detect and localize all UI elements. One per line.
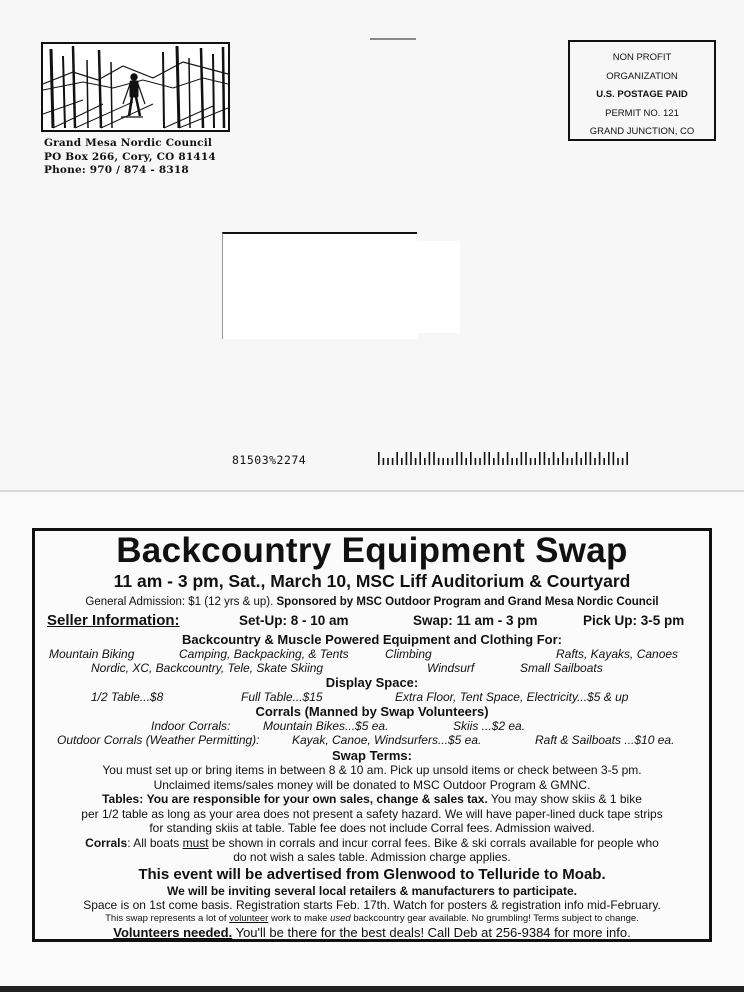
equipment-item: Windsurf xyxy=(427,661,475,675)
corral-price: Skiis ...$2 ea. xyxy=(453,719,526,733)
corral-price: Outdoor Corrals (Weather Permitting): xyxy=(57,733,260,747)
address-label-tab xyxy=(416,241,460,333)
corral-price: Kayak, Canoe, Windsurfers...$5 ea. xyxy=(292,733,482,747)
fold-line xyxy=(0,490,744,492)
sponsor-text: Sponsored by MSC Outdoor Program and Grand Mesa Nordic Council xyxy=(276,596,659,608)
tables-text: You may show skiis & 1 bike xyxy=(487,792,642,806)
seller-info-row xyxy=(35,610,709,631)
barcode-bar xyxy=(447,458,449,465)
barcode-bar xyxy=(608,452,610,465)
barcode-bar xyxy=(498,452,500,465)
zip-code: 81503%2274 xyxy=(232,453,307,467)
corrals-must: must xyxy=(182,835,209,850)
logo xyxy=(41,42,230,132)
equipment-item: Rafts, Kayaks, Canoes xyxy=(556,647,679,661)
org-address: PO Box 266, Cory, CO 81414 xyxy=(44,150,216,163)
tables-text-3: for standing skiis at table. Table fee does not include Corral fees. Admission waived. xyxy=(149,821,595,835)
display-price: 1/2 Table...$8 xyxy=(91,690,164,704)
barcode-bar xyxy=(590,452,592,465)
address-label xyxy=(222,232,417,339)
corrals-heading: Corrals (Manned by Swap Volunteers) xyxy=(255,704,489,719)
corrals-text: : All boats xyxy=(127,835,183,850)
barcode-bar xyxy=(488,452,490,465)
barcode-bar xyxy=(553,452,555,465)
tables-terms xyxy=(35,792,709,807)
terms-heading: Swap Terms: xyxy=(332,748,412,763)
barcode-bar xyxy=(410,452,412,465)
corrals-row-2 xyxy=(35,733,709,748)
barcode-bar xyxy=(419,452,421,465)
barcode-bar xyxy=(562,452,564,465)
equipment-row-1 xyxy=(35,647,709,661)
corrals-terms xyxy=(35,836,709,851)
admission-text: General Admission: $1 (12 yrs & up). xyxy=(85,596,274,608)
barcode-bar xyxy=(521,452,523,465)
barcode-bar xyxy=(567,458,569,465)
return-address xyxy=(44,137,216,178)
seller-heading: Seller Information: xyxy=(47,612,180,629)
barcode-bar xyxy=(548,458,550,465)
volunteers-needed: Volunteers needed. xyxy=(113,924,233,940)
barcode-bar xyxy=(383,458,385,465)
barcode-bar xyxy=(392,458,394,465)
postal-barcode xyxy=(378,452,640,466)
barcode-bar xyxy=(493,458,495,465)
equipment-item: Mountain Biking xyxy=(49,647,135,661)
barcode-bar xyxy=(465,458,467,465)
barcode-bar xyxy=(470,452,472,465)
terms-line: Unclaimed items/sales money will be donated to MSC Outdoor Program & GMNC. xyxy=(153,777,591,792)
barcode-bar xyxy=(452,458,454,465)
indicia-line: U.S. POSTAGE PAID xyxy=(596,89,688,100)
printer-mark xyxy=(370,38,416,40)
equipment-item: Nordic, XC, Backcountry, Tele, Skate Skiing xyxy=(91,661,324,675)
corrals-text: be shown in corrals and incur corral fees. Bike & ski corrals available for people who xyxy=(208,835,659,850)
barcode-bar xyxy=(544,452,546,465)
corral-price: Raft & Sailboats ...$10 ea. xyxy=(535,733,675,747)
barcode-bar xyxy=(401,458,403,465)
small-print-volunteer: volunteer xyxy=(229,912,269,924)
corral-price: Mountain Bikes...$5 ea. xyxy=(263,719,389,733)
barcode-bar xyxy=(502,458,504,465)
barcode-bar xyxy=(516,458,518,465)
corrals-row-1 xyxy=(35,719,709,733)
corral-price: Indoor Corrals: xyxy=(151,719,231,733)
small-print-text: work to make xyxy=(268,912,331,924)
small-print-text: This swap represents a lot of xyxy=(105,912,230,924)
org-phone: Phone: 970 / 874 - 8318 xyxy=(44,164,189,176)
display-row xyxy=(35,690,709,704)
indicia-line: NON PROFIT xyxy=(612,52,672,63)
volunteers-text: You'll be there for the best deals! Call Deb at 256-9384 for more info. xyxy=(232,924,631,940)
tables-bold: You are responsible for your own sales, change & sales tax. xyxy=(146,792,488,806)
barcode-bar xyxy=(461,452,463,465)
small-print-text: backcountry gear available. No grumbling! Terms subject to change. xyxy=(350,912,639,924)
tables-text-2: per 1/2 table as long as your area does not present a safety hazard. We will have paper-lined duck tape strips xyxy=(81,806,663,821)
barcode-bar xyxy=(429,452,431,465)
small-print xyxy=(35,913,709,925)
barcode-bar xyxy=(378,452,380,465)
setup-time: Set-Up: 8 - 10 am xyxy=(239,613,349,628)
small-print-used: used xyxy=(330,912,351,924)
barcode-bar xyxy=(456,452,458,465)
barcode-bar xyxy=(530,458,532,465)
barcode-bar xyxy=(442,458,444,465)
barcode-bar xyxy=(433,452,435,465)
barcode-bar xyxy=(507,452,509,465)
skier-in-aspens-icon xyxy=(43,44,228,130)
equipment-row-2 xyxy=(35,661,709,675)
barcode-bar xyxy=(406,452,408,465)
barcode-bar xyxy=(613,452,615,465)
barcode-bar xyxy=(534,458,536,465)
terms-line: You must set up or bring items in between 8 & 10 am. Pick up unsold items or check between 3-5 pm. xyxy=(102,763,642,777)
flyer-subtitle: 11 am - 3 pm, Sat., March 10, MSC Liff Auditorium & Courtyard xyxy=(113,571,631,591)
display-price: Extra Floor, Tent Space, Electricity...$5 & up xyxy=(395,690,629,704)
volunteers-line xyxy=(35,925,709,940)
indicia-line: GRAND JUNCTION, CO xyxy=(589,126,695,137)
barcode-bar xyxy=(396,452,398,465)
equipment-heading: Backcountry & Muscle Powered Equipment and Clothing For: xyxy=(182,632,562,647)
admission-line xyxy=(35,594,709,610)
barcode-bar xyxy=(424,458,426,465)
barcode-bar xyxy=(387,458,389,465)
display-heading: Display Space: xyxy=(325,675,419,690)
indicia-line: PERMIT NO. 121 xyxy=(605,107,679,119)
equipment-item: Camping, Backpacking, & Tents xyxy=(179,647,349,661)
corrals-label: Corrals xyxy=(85,835,128,850)
swap-time: Swap: 11 am - 3 pm xyxy=(413,613,538,628)
barcode-bar xyxy=(415,458,417,465)
space-line: Space is on 1st come basis. Registration starts Feb. 17th. Watch for posters & registration info mid-February. xyxy=(83,898,661,912)
corrals-text-2: do not wish a sales table. Admission charge applies. xyxy=(233,850,511,864)
display-price: Full Table...$15 xyxy=(241,690,323,704)
equipment-item: Climbing xyxy=(385,647,432,661)
barcode-bar xyxy=(438,458,440,465)
barcode-bar xyxy=(576,452,578,465)
barcode-bar xyxy=(622,458,624,465)
equipment-item: Small Sailboats xyxy=(520,661,603,675)
barcode-bar xyxy=(594,458,596,465)
tables-label: Tables: xyxy=(102,792,144,806)
barcode-bar xyxy=(571,458,573,465)
barcode-bar xyxy=(525,452,527,465)
advertised-line: This event will be advertised from Glenwood to Telluride to Moab. xyxy=(138,865,606,883)
barcode-bar xyxy=(599,452,601,465)
barcode-bar xyxy=(511,458,513,465)
swap-flyer xyxy=(32,528,712,942)
postage-indicia xyxy=(568,40,716,141)
org-name: Grand Mesa Nordic Council xyxy=(44,137,213,149)
barcode-bar xyxy=(484,452,486,465)
barcode-bar xyxy=(539,452,541,465)
indicia-line: ORGANIZATION xyxy=(606,70,678,82)
barcode-bar xyxy=(557,458,559,465)
barcode-bar xyxy=(617,458,619,465)
flyer-title: Backcountry Equipment Swap xyxy=(116,531,628,570)
barcode-bar xyxy=(626,452,628,465)
barcode-bar xyxy=(475,458,477,465)
barcode-bar xyxy=(479,458,481,465)
retailers-line: We will be inviting several local retailers & manufacturers to participate. xyxy=(167,883,577,898)
page-bottom-edge xyxy=(0,986,744,992)
barcode-bar xyxy=(603,458,605,465)
barcode-bar xyxy=(585,452,587,465)
pickup-time: Pick Up: 3-5 pm xyxy=(583,613,685,628)
barcode-bar xyxy=(580,458,582,465)
